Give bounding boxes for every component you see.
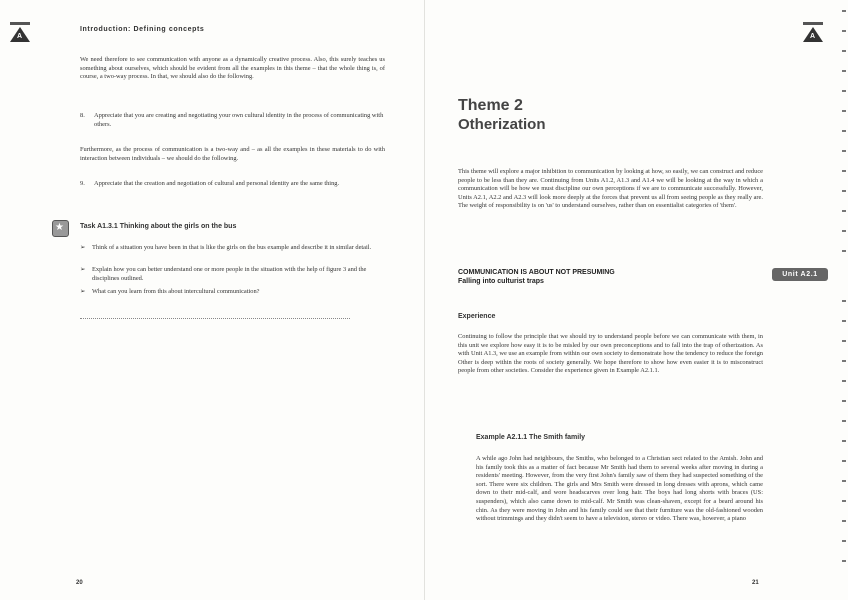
page-number-left: 20	[76, 580, 83, 586]
task-bullet-1	[80, 244, 385, 253]
page-edge-marks	[840, 0, 848, 600]
list-item-text: Appreciate that you are creating and negotiating your own cultural identity in the process of communicating with others.	[94, 112, 384, 128]
theme-name: Otherization	[458, 116, 546, 133]
arrow-bullet-icon: ➢	[80, 244, 86, 251]
running-head: Introduction: Defining concepts	[80, 26, 205, 33]
task-title: Task A1.3.1 Thinking about the girls on the bus	[80, 223, 237, 230]
list-item-9	[80, 180, 385, 189]
section-heading-subtitle: Falling into culturist traps	[458, 278, 544, 285]
list-item-mark: 9.	[80, 180, 85, 187]
unit-badge: Unit A2.1	[772, 268, 828, 281]
book-logo-icon: A	[803, 22, 823, 44]
paragraph-2: Furthermore, as the process of communication is a two-way and – as all the examples in these materials to do with interaction between individuals – we should do the following.	[80, 146, 385, 162]
experience-text: Continuing to follow the principle that we should try to understand people before we can communicate with them, in this unit we explore how easy it is to be misled by our own preconceptions and to fall into the trap of otherization. As with Unit A1.3, we use an example from within our own society to demonstrate how the tendency to reduce the foreign Other is deep within the roots of society generally. We hope therefore to show how even easier it is to misconstruct people from other societies. Consider the experience given in Example A2.1.1.	[458, 333, 763, 375]
page-number-right: 21	[752, 580, 759, 586]
task-bullet-text: What can you learn from this about intercultural communication?	[92, 288, 260, 295]
example-text: A while ago John had neighbours, the Smiths, who belonged to a Christian sect related to the Amish. John and his family took this as a matter of fact because Mr Smith had them to several weeks after moving in during a residents' meeting. However, from the very first John's family saw of them they had suspected something of the sort. There were six children. The girls and Mrs Smith were dressed in long dresses with aprons, which came down to their mid-calf, and wore headscarves over long hair. The boys had long shorts with braces (US: suspenders), which also came down to mid-calf. Mr Smith was clean-shaven, except for a beard around his chin. As they were moving in John and his family could see that their furniture was the old-fashioned wooden without trimmings and they didn't seem to have a television, stereo or video. There was, however, a piano	[476, 455, 763, 523]
dotted-rule	[80, 318, 350, 319]
theme-title	[458, 96, 546, 134]
theme-number: Theme 2	[458, 97, 523, 114]
task-bullet-2	[80, 266, 385, 283]
list-item-text: Appreciate that the creation and negotiation of cultural and personal identity are the same thing.	[94, 180, 340, 187]
theme-intro: This theme will explore a major inhibition to communication by looking at how, so easily, we can construct and reduce people to be less than they are. Continuing from Units A1.2, A1.3 and A1.4 we will be looking at the way in which a communication will be how we must discipline our own perceptions if we are to communicate successfully. However, Units A2.1, A2.2 and A2.3 will look more deeply at the forces that prevent us all from seeing people as they really are. The weight of responsibility is on 'us' to understand ourselves, rather than on essentialist categories of 'them'.	[458, 168, 763, 210]
arrow-bullet-icon: ➢	[80, 288, 86, 295]
experience-heading: Experience	[458, 313, 496, 320]
task-bullet-text: Think of a situation you have been in that is like the girls on the bus example and describe it in similar detail.	[92, 244, 372, 251]
paragraph-1: We need therefore to see communication with anyone as a dynamically creative process. Also, this surely teaches us something about ourselves, which should be evident from all the examples in this theme – that the whole thing is, of course, a two-way process. In that, we should also do the following.	[80, 56, 385, 81]
section-heading	[458, 268, 615, 286]
task-star-icon	[52, 220, 69, 237]
book-logo-icon: A	[10, 22, 30, 44]
task-bullet-text: Explain how you can better understand one or more people in the situation with the help of figure 3 and the disciplines outlined.	[92, 266, 367, 282]
task-bullet-3	[80, 288, 385, 297]
list-item-mark: 8.	[80, 112, 85, 119]
list-item-8	[80, 112, 385, 129]
section-heading-title: COMMUNICATION IS ABOUT NOT PRESUMING	[458, 269, 615, 276]
example-heading: Example A2.1.1 The Smith family	[476, 434, 586, 441]
arrow-bullet-icon: ➢	[80, 266, 86, 273]
